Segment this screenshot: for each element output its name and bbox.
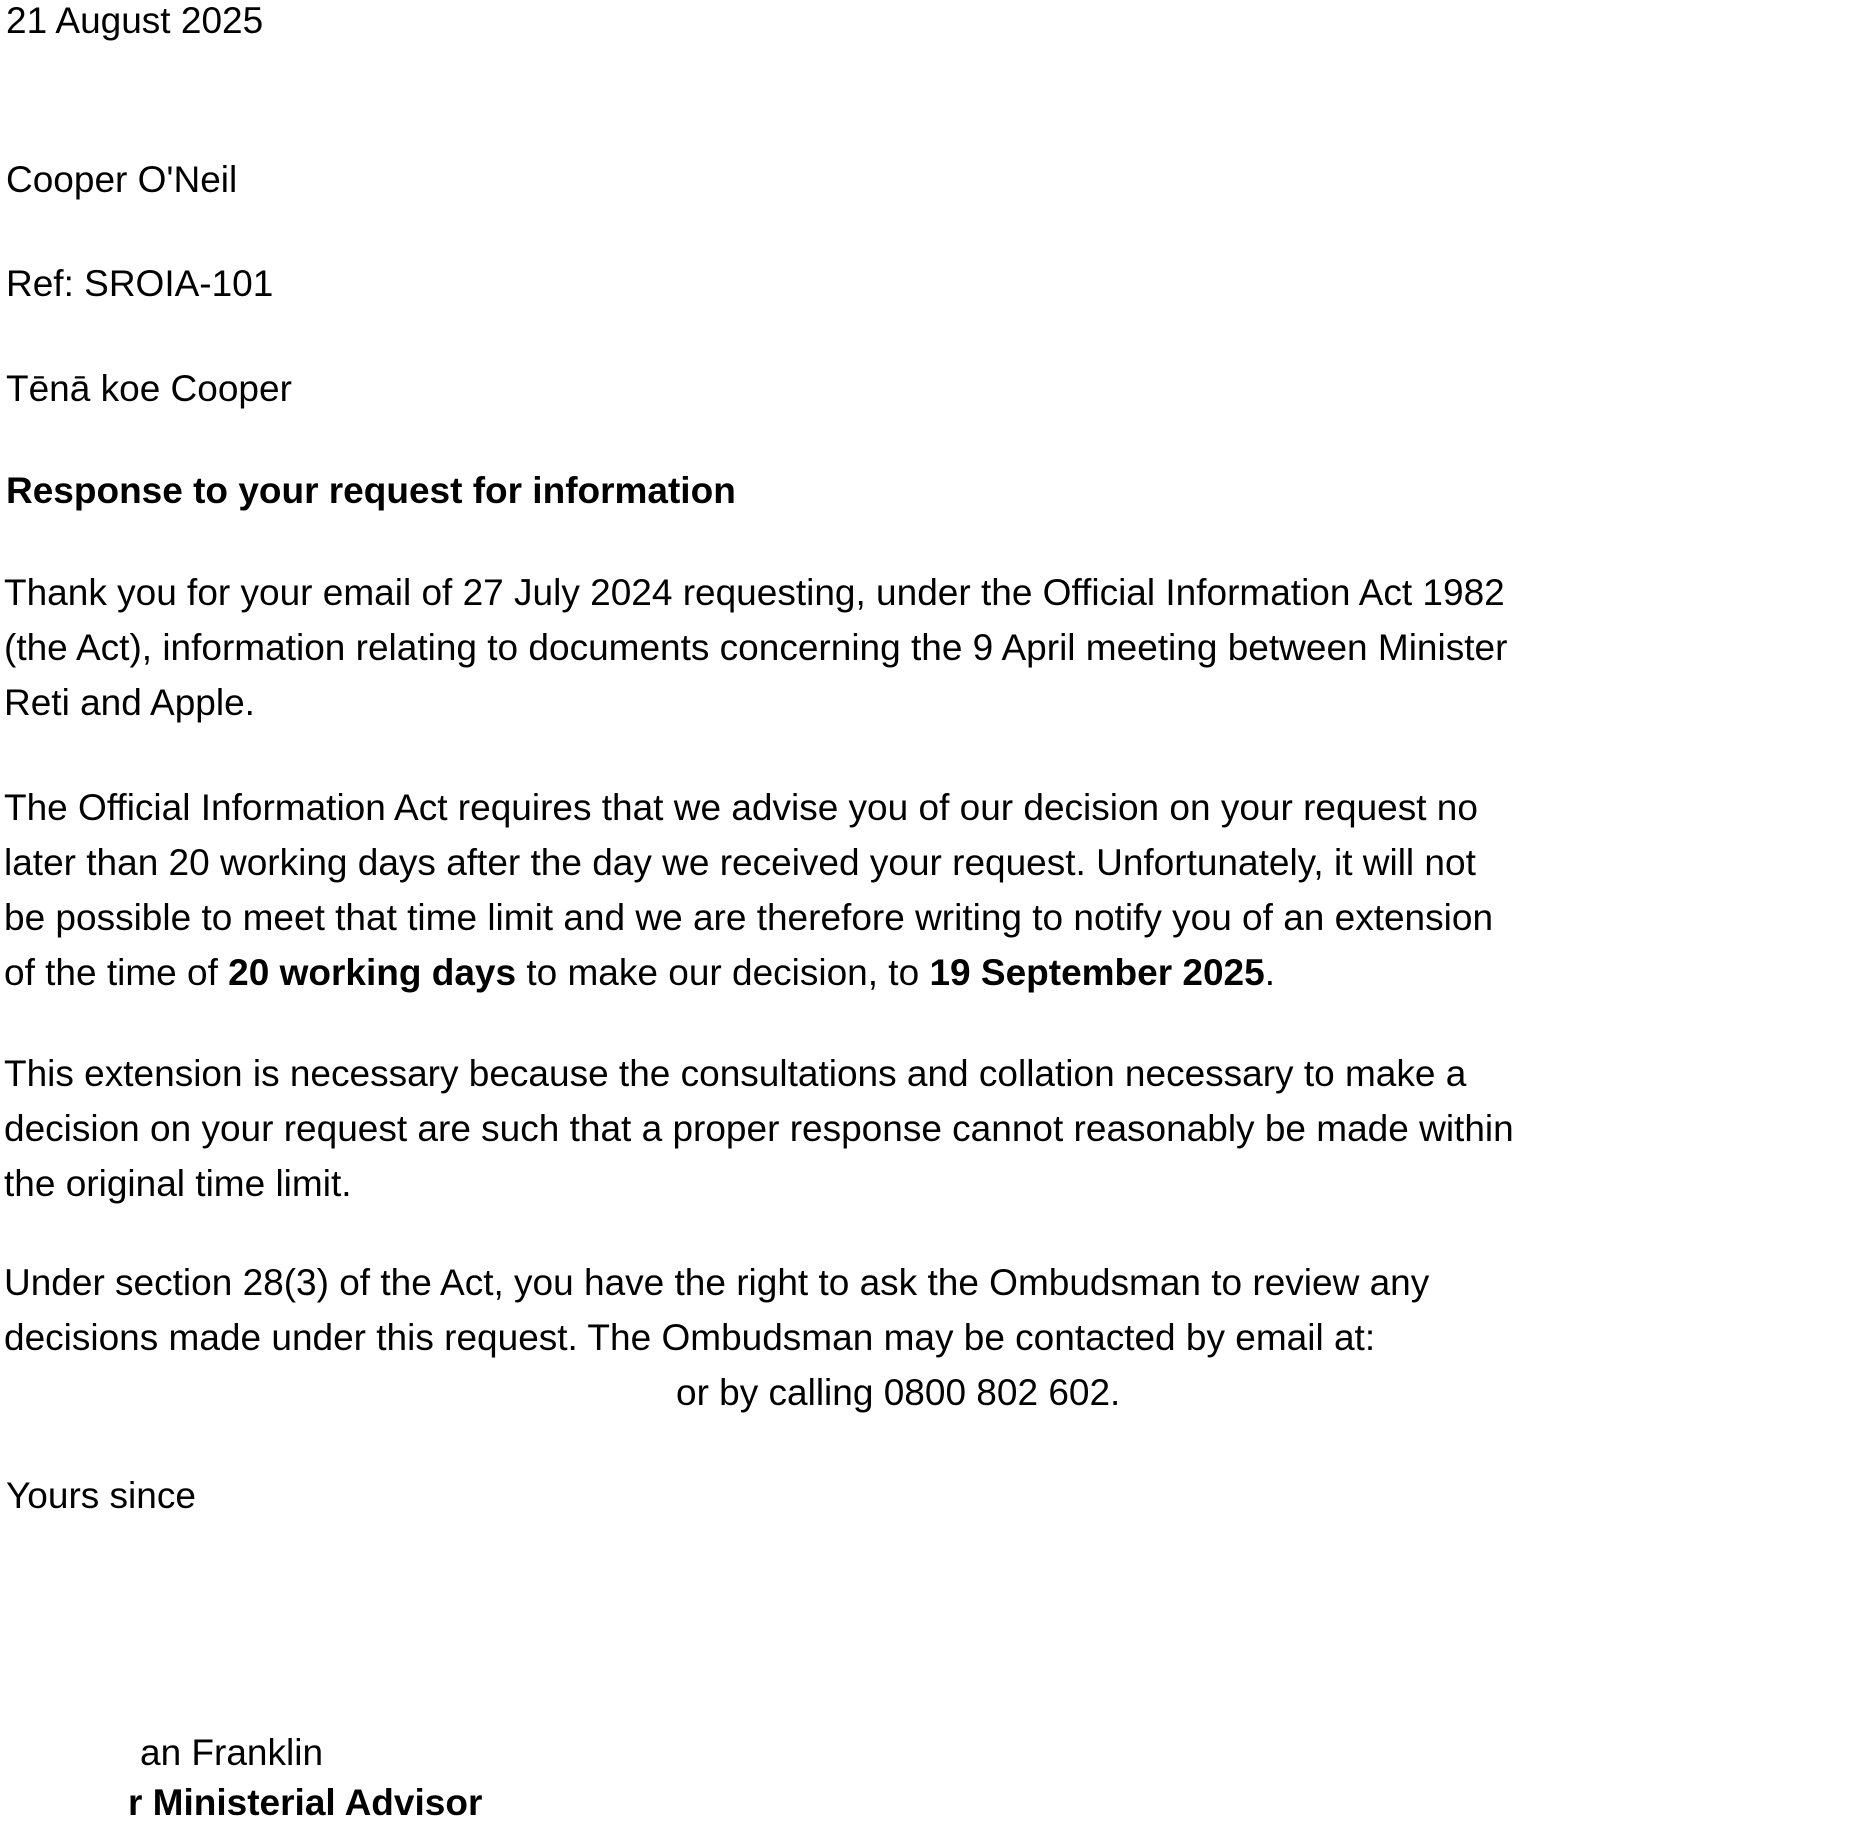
paragraph-line: the original time limit.: [4, 1163, 352, 1204]
paragraph-line: (the Act), information relating to documents concerning the 9 April meeting between Minister: [4, 627, 1508, 668]
extension-date: 19 September 2025: [929, 952, 1265, 993]
closing-salutation: Yours since: [6, 1475, 196, 1516]
paragraph-extension-reason: [4, 1046, 1870, 1211]
paragraph-line: or by calling 0800 802 602.: [676, 1372, 1121, 1413]
paragraph-line: Thank you for your email of 27 July 2024 requesting, under the Official Information Act 1982: [4, 572, 1505, 613]
extension-duration: 20 working days: [228, 952, 517, 993]
signatory-title: r Ministerial Advisor: [128, 1782, 483, 1823]
paragraph-line: [4, 945, 1870, 1000]
paragraph-line: The Official Information Act requires that we advise you of our decision on your request no: [4, 787, 1478, 828]
text-segment: of the time of: [4, 952, 229, 993]
paragraph-line: Under section 28(3) of the Act, you have the right to ask the Ombudsman to review any: [4, 1262, 1430, 1303]
paragraph-line: This extension is necessary because the consultations and collation necessary to make a: [4, 1053, 1467, 1094]
paragraph-line: be possible to meet that time limit and we are therefore writing to notify you of an extension: [4, 897, 1494, 938]
paragraph-request-acknowledgement: [4, 565, 1870, 730]
text-segment: .: [1264, 952, 1275, 993]
paragraph-line: decisions made under this request. The Ombudsman may be contacted by email at:: [4, 1317, 1376, 1358]
paragraph-line: Reti and Apple.: [4, 682, 255, 723]
paragraph-line: later than 20 working days after the day we received your request. Unfortunately, it will not: [4, 842, 1476, 883]
paragraph-extension-notice: [4, 780, 1870, 1000]
paragraph-ombudsman-rights: [4, 1255, 1870, 1420]
subject-heading: Response to your request for information: [6, 470, 736, 511]
greeting: Tēnā koe Cooper: [6, 368, 292, 409]
paragraph-line: decision on your request are such that a proper response cannot reasonably be made within: [4, 1108, 1514, 1149]
signatory-name: an Franklin: [140, 1732, 324, 1773]
recipient-name: Cooper O'Neil: [6, 159, 238, 200]
reference-number: Ref: SROIA-101: [6, 263, 274, 304]
text-segment: to make our decision, to: [516, 952, 930, 993]
letter-date: 21 August 2025: [6, 0, 264, 41]
